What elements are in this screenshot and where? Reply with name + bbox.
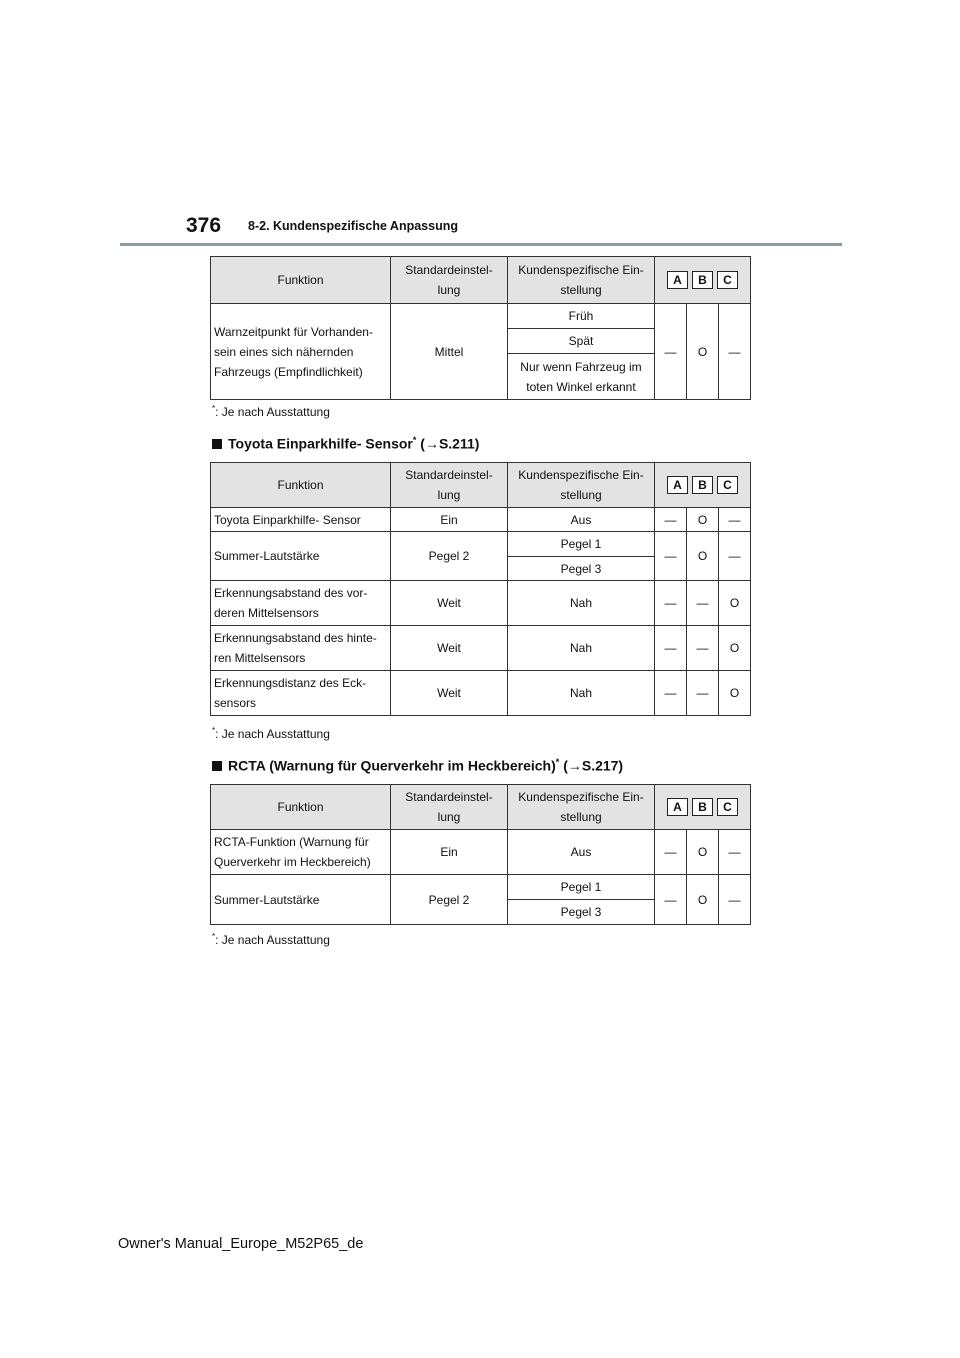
option-cell: Aus — [508, 830, 655, 875]
col-c-label: C — [717, 798, 738, 816]
standard-cell: Pegel 2 — [391, 875, 508, 925]
funktion-cell: RCTA-Funktion (Warnung für Querverkehr im Heckbereich) — [211, 830, 391, 875]
standard-cell: Ein — [391, 508, 508, 532]
square-bullet-icon — [212, 439, 222, 449]
table-row — [211, 875, 751, 900]
a-cell: — — [655, 304, 687, 400]
option-cell: Nah — [508, 581, 655, 626]
col-standard: Standardeinstel- lung — [391, 785, 508, 830]
table-header-row — [211, 257, 751, 304]
c-cell: — — [719, 532, 751, 581]
blind-spot-table — [210, 256, 751, 400]
table-row — [211, 532, 751, 557]
option-cell: Nah — [508, 671, 655, 716]
option-cell: Aus — [508, 508, 655, 532]
footnote: *: Je nach Ausstattung — [212, 932, 330, 947]
c-cell: — — [719, 508, 751, 532]
a-cell: — — [655, 581, 687, 626]
col-abc — [655, 785, 751, 830]
funktion-cell: Summer-Lautstärke — [211, 532, 391, 581]
square-bullet-icon — [212, 761, 222, 771]
a-cell: — — [655, 626, 687, 671]
a-cell: — — [655, 532, 687, 581]
table-row — [211, 671, 751, 716]
option-cell: Pegel 1 — [508, 532, 655, 557]
col-b-label: B — [692, 476, 713, 494]
option-cell: Früh — [508, 304, 655, 329]
table-row — [211, 508, 751, 532]
section-title: 8-2. Kundenspezifische Anpassung — [248, 219, 458, 233]
option-cell: Spät — [508, 329, 655, 354]
col-a-label: A — [667, 476, 688, 494]
a-cell: — — [655, 508, 687, 532]
a-cell: — — [655, 671, 687, 716]
c-cell: — — [719, 304, 751, 400]
funktion-cell: Warnzeitpunkt für Vorhanden- sein eines sich nähernden Fahrzeugs (Empfindlichkeit) — [211, 304, 391, 400]
header-rule — [120, 243, 842, 246]
footnote: *: Je nach Ausstattung — [212, 404, 330, 419]
page-number: 376 — [186, 214, 222, 237]
b-cell: O — [687, 304, 719, 400]
c-cell: — — [719, 875, 751, 925]
col-a-label: A — [667, 798, 688, 816]
funktion-cell: Erkennungsabstand des vor- deren Mittelsensors — [211, 581, 391, 626]
b-cell: O — [687, 875, 719, 925]
option-cell: Nah — [508, 626, 655, 671]
col-b-label: B — [692, 271, 713, 289]
table-header-row — [211, 463, 751, 508]
b-cell: O — [687, 830, 719, 875]
col-custom: Kundenspezifische Ein- stellung — [508, 257, 655, 304]
c-cell: O — [719, 581, 751, 626]
option-cell: Pegel 3 — [508, 900, 655, 925]
standard-cell: Weit — [391, 626, 508, 671]
table-row — [211, 830, 751, 875]
standard-cell: Mittel — [391, 304, 508, 400]
col-a-label: A — [667, 271, 688, 289]
option-cell: Nur wenn Fahrzeug im toten Winkel erkannt — [508, 354, 655, 400]
col-funktion: Funktion — [211, 785, 391, 830]
col-c-label: C — [717, 271, 738, 289]
section-heading-parking: Toyota Einparkhilfe- Sensor* (→S.211) — [212, 435, 479, 452]
b-cell: O — [687, 532, 719, 581]
col-b-label: B — [692, 798, 713, 816]
table-row — [211, 626, 751, 671]
a-cell: — — [655, 830, 687, 875]
c-cell: — — [719, 830, 751, 875]
col-funktion: Funktion — [211, 257, 391, 304]
footer-text: Owner's Manual_Europe_M52P65_de — [118, 1236, 364, 1252]
b-cell: O — [687, 508, 719, 532]
table-header-row — [211, 785, 751, 830]
col-custom: Kundenspezifische Ein- stellung — [508, 785, 655, 830]
option-cell: Pegel 3 — [508, 557, 655, 581]
b-cell: — — [687, 581, 719, 626]
col-funktion: Funktion — [211, 463, 391, 508]
b-cell: — — [687, 671, 719, 716]
standard-cell: Weit — [391, 671, 508, 716]
c-cell: O — [719, 626, 751, 671]
col-standard: Standardeinstel- lung — [391, 463, 508, 508]
col-c-label: C — [717, 476, 738, 494]
standard-cell: Pegel 2 — [391, 532, 508, 581]
col-abc — [655, 257, 751, 304]
footnote: *: Je nach Ausstattung — [212, 726, 330, 741]
standard-cell: Ein — [391, 830, 508, 875]
col-standard: Standardeinstel- lung — [391, 257, 508, 304]
c-cell: O — [719, 671, 751, 716]
funktion-cell: Summer-Lautstärke — [211, 875, 391, 925]
table-row — [211, 304, 751, 329]
option-cell: Pegel 1 — [508, 875, 655, 900]
rcta-table — [210, 784, 751, 925]
funktion-cell: Toyota Einparkhilfe- Sensor — [211, 508, 391, 532]
funktion-cell: Erkennungsabstand des hinte- ren Mittelsensors — [211, 626, 391, 671]
table-row — [211, 581, 751, 626]
b-cell: — — [687, 626, 719, 671]
a-cell: — — [655, 875, 687, 925]
parking-sensor-table — [210, 462, 751, 716]
standard-cell: Weit — [391, 581, 508, 626]
section-heading-rcta: RCTA (Warnung für Querverkehr im Heckbereich)* (→S.217) — [212, 757, 623, 774]
col-custom: Kundenspezifische Ein- stellung — [508, 463, 655, 508]
funktion-cell: Erkennungsdistanz des Eck- sensors — [211, 671, 391, 716]
col-abc — [655, 463, 751, 508]
